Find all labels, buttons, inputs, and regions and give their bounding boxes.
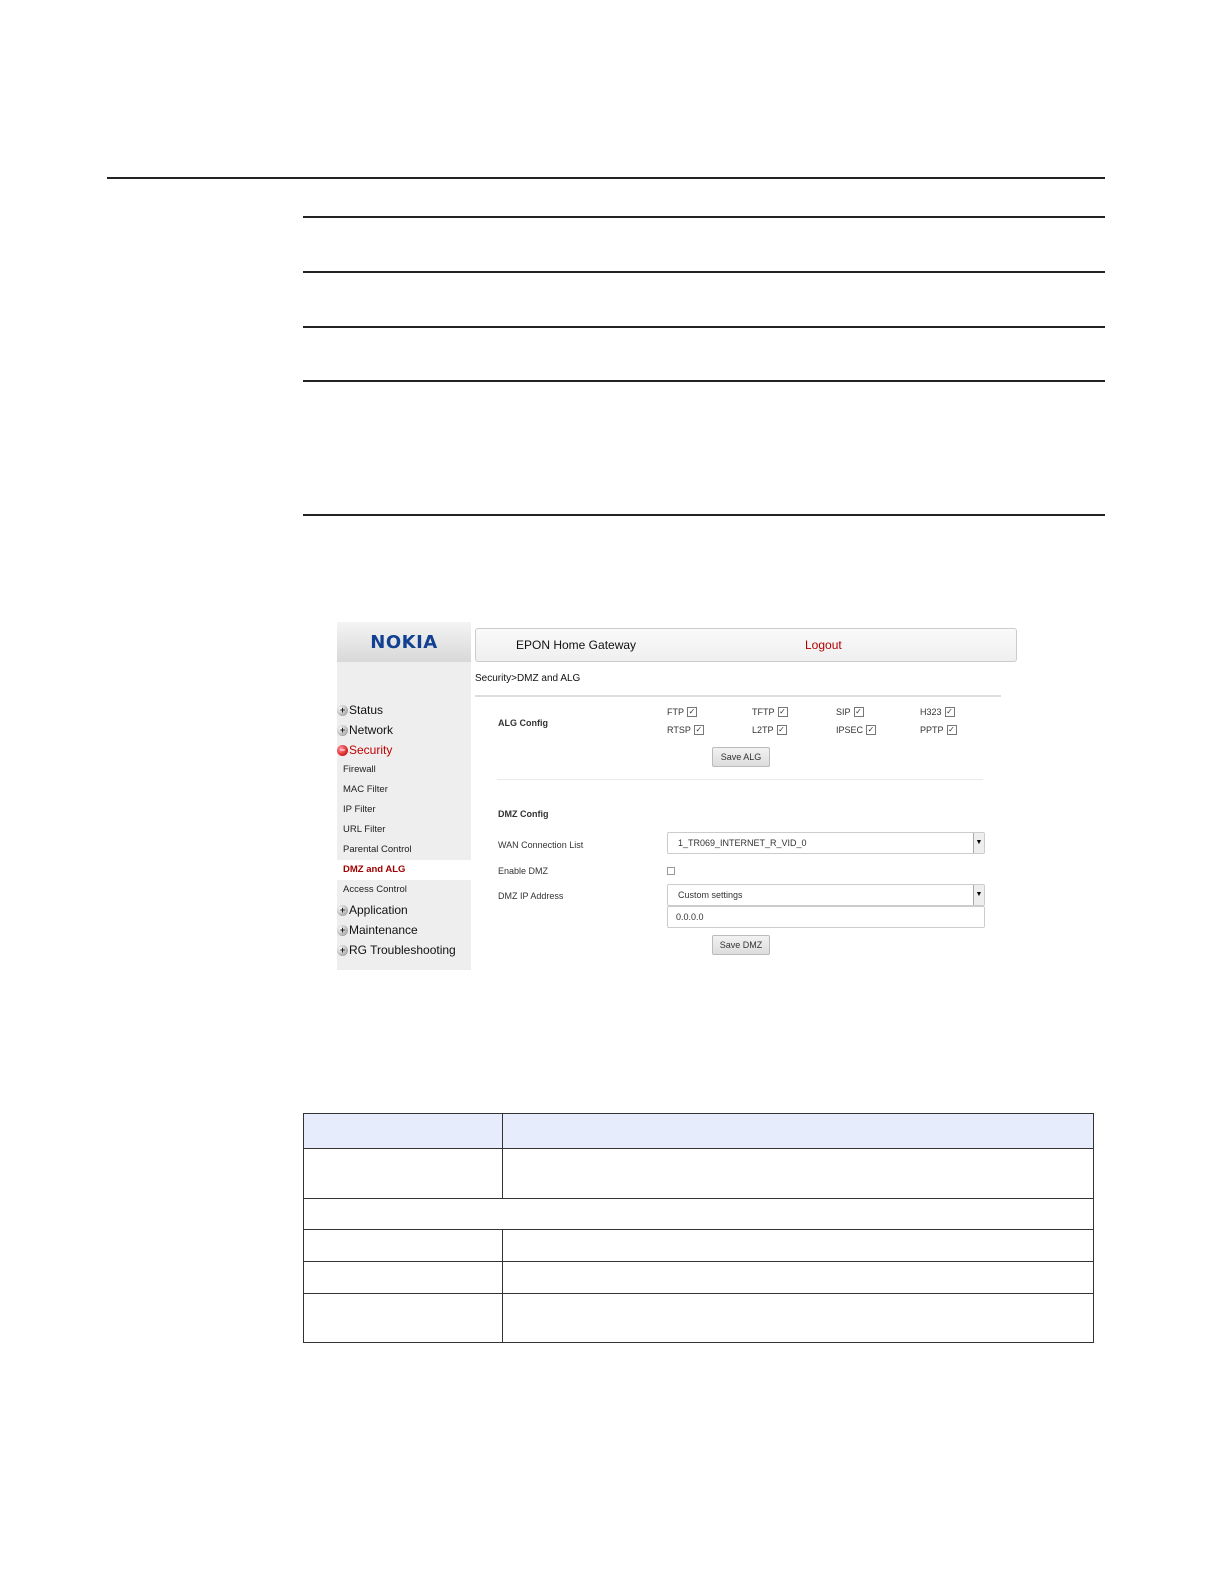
dmz-config-label: DMZ Config <box>498 809 549 819</box>
table-cell <box>503 1149 1094 1199</box>
sidebar-nav <box>337 700 471 960</box>
checkbox[interactable]: ✓ <box>946 707 953 716</box>
sidebar-item-status[interactable]: + Status <box>337 700 471 720</box>
page-rule <box>303 271 1105 273</box>
sidebar-subitem-access-control[interactable]: Access Control <box>343 884 407 895</box>
expand-plus-icon: + <box>337 945 348 956</box>
alg-option-tftp[interactable]: TFTP ✓ <box>752 707 786 717</box>
table-cell <box>304 1230 503 1262</box>
sidebar-item-rg-troubleshooting[interactable]: + RG Troubleshooting <box>337 940 471 960</box>
expand-plus-icon: + <box>337 905 348 916</box>
sidebar-item-maintenance[interactable]: + Maintenance <box>337 920 471 940</box>
dropdown-arrow-icon: ▼ <box>973 885 984 905</box>
table-cell <box>304 1262 503 1294</box>
dmz-ip-mode-select[interactable]: Custom settings ▼ <box>667 884 985 906</box>
page-rule <box>303 380 1105 382</box>
enable-dmz-checkbox[interactable] <box>667 867 675 875</box>
page-rule <box>303 216 1105 218</box>
table-cell <box>503 1262 1094 1294</box>
sidebar-subitem-parental-control[interactable]: Parental Control <box>343 844 412 855</box>
checkbox[interactable]: ✓ <box>779 707 786 716</box>
dmz-ip-input[interactable]: 0.0.0.0 <box>667 906 985 928</box>
collapse-minus-icon: − <box>337 745 348 756</box>
wan-connection-label: WAN Connection List <box>498 840 584 850</box>
sidebar-subitem-firewall[interactable]: Firewall <box>343 764 376 775</box>
page-rule <box>303 514 1105 516</box>
table-cell <box>304 1149 503 1199</box>
table-header-cell <box>503 1114 1094 1149</box>
alg-option-ipsec[interactable]: IPSEC ✓ <box>836 725 875 735</box>
checkbox[interactable]: ✓ <box>778 725 785 734</box>
header-bar <box>475 628 1017 662</box>
dmz-ip-label: DMZ IP Address <box>498 891 564 901</box>
sidebar-item-security[interactable]: − Security <box>337 740 471 760</box>
parameter-table <box>303 1113 1094 1343</box>
checkbox[interactable]: ✓ <box>688 707 696 716</box>
table-row <box>304 1199 1094 1230</box>
gateway-screenshot <box>337 622 1027 972</box>
sidebar-subitem-url-filter[interactable]: URL Filter <box>343 824 386 835</box>
checkbox[interactable]: ✓ <box>867 725 875 734</box>
save-dmz-button[interactable]: Save DMZ <box>712 935 770 955</box>
checkbox[interactable]: ✓ <box>695 725 703 734</box>
alg-option-l2tp[interactable]: L2TP ✓ <box>752 725 785 735</box>
table-row <box>304 1294 1094 1343</box>
page-rule <box>107 177 1105 179</box>
page-title: EPON Home Gateway <box>516 638 637 652</box>
table-cell <box>304 1294 503 1343</box>
alg-option-ftp[interactable]: FTP ✓ <box>667 707 696 717</box>
checkbox[interactable]: ✓ <box>855 707 862 716</box>
expand-plus-icon: + <box>337 705 348 716</box>
sidebar-subitem-dmz-and-alg[interactable]: DMZ and ALG <box>337 860 471 880</box>
divider <box>475 695 1001 697</box>
page-rule <box>303 326 1105 328</box>
expand-plus-icon: + <box>337 725 348 736</box>
enable-dmz-label: Enable DMZ <box>498 866 549 876</box>
nokia-logo: NOKIA <box>370 631 438 653</box>
alg-config-label: ALG Config <box>498 718 548 728</box>
checkbox[interactable]: ✓ <box>948 725 955 734</box>
sidebar-subitem-mac-filter[interactable]: MAC Filter <box>343 784 388 795</box>
expand-plus-icon: + <box>337 925 348 936</box>
table-cell <box>304 1199 1094 1230</box>
table-cell <box>503 1294 1094 1343</box>
alg-option-pptp[interactable]: PPTP ✓ <box>920 725 955 735</box>
alg-option-sip[interactable]: SIP ✓ <box>836 707 862 717</box>
table-row <box>304 1149 1094 1199</box>
alg-option-h323[interactable]: H323 ✓ <box>920 707 953 717</box>
divider <box>497 779 983 780</box>
alg-option-rtsp[interactable]: RTSP ✓ <box>667 725 703 735</box>
table-header-cell <box>304 1114 503 1149</box>
sidebar-item-application[interactable]: + Application <box>337 900 471 920</box>
sidebar-subitem-ip-filter[interactable]: IP Filter <box>343 804 376 815</box>
table-row <box>304 1230 1094 1262</box>
save-alg-button[interactable]: Save ALG <box>712 747 770 767</box>
table-row <box>304 1262 1094 1294</box>
table-cell <box>503 1230 1094 1262</box>
sidebar <box>337 622 471 970</box>
logout-link[interactable]: Logout <box>805 638 842 652</box>
wan-connection-select[interactable]: 1_TR069_INTERNET_R_VID_0 ▼ <box>667 832 985 854</box>
logo-area <box>337 622 471 662</box>
dropdown-arrow-icon: ▼ <box>973 833 984 853</box>
table-header-row <box>304 1114 1094 1149</box>
sidebar-item-network[interactable]: + Network <box>337 720 471 740</box>
breadcrumb: Security>DMZ and ALG <box>475 673 581 684</box>
